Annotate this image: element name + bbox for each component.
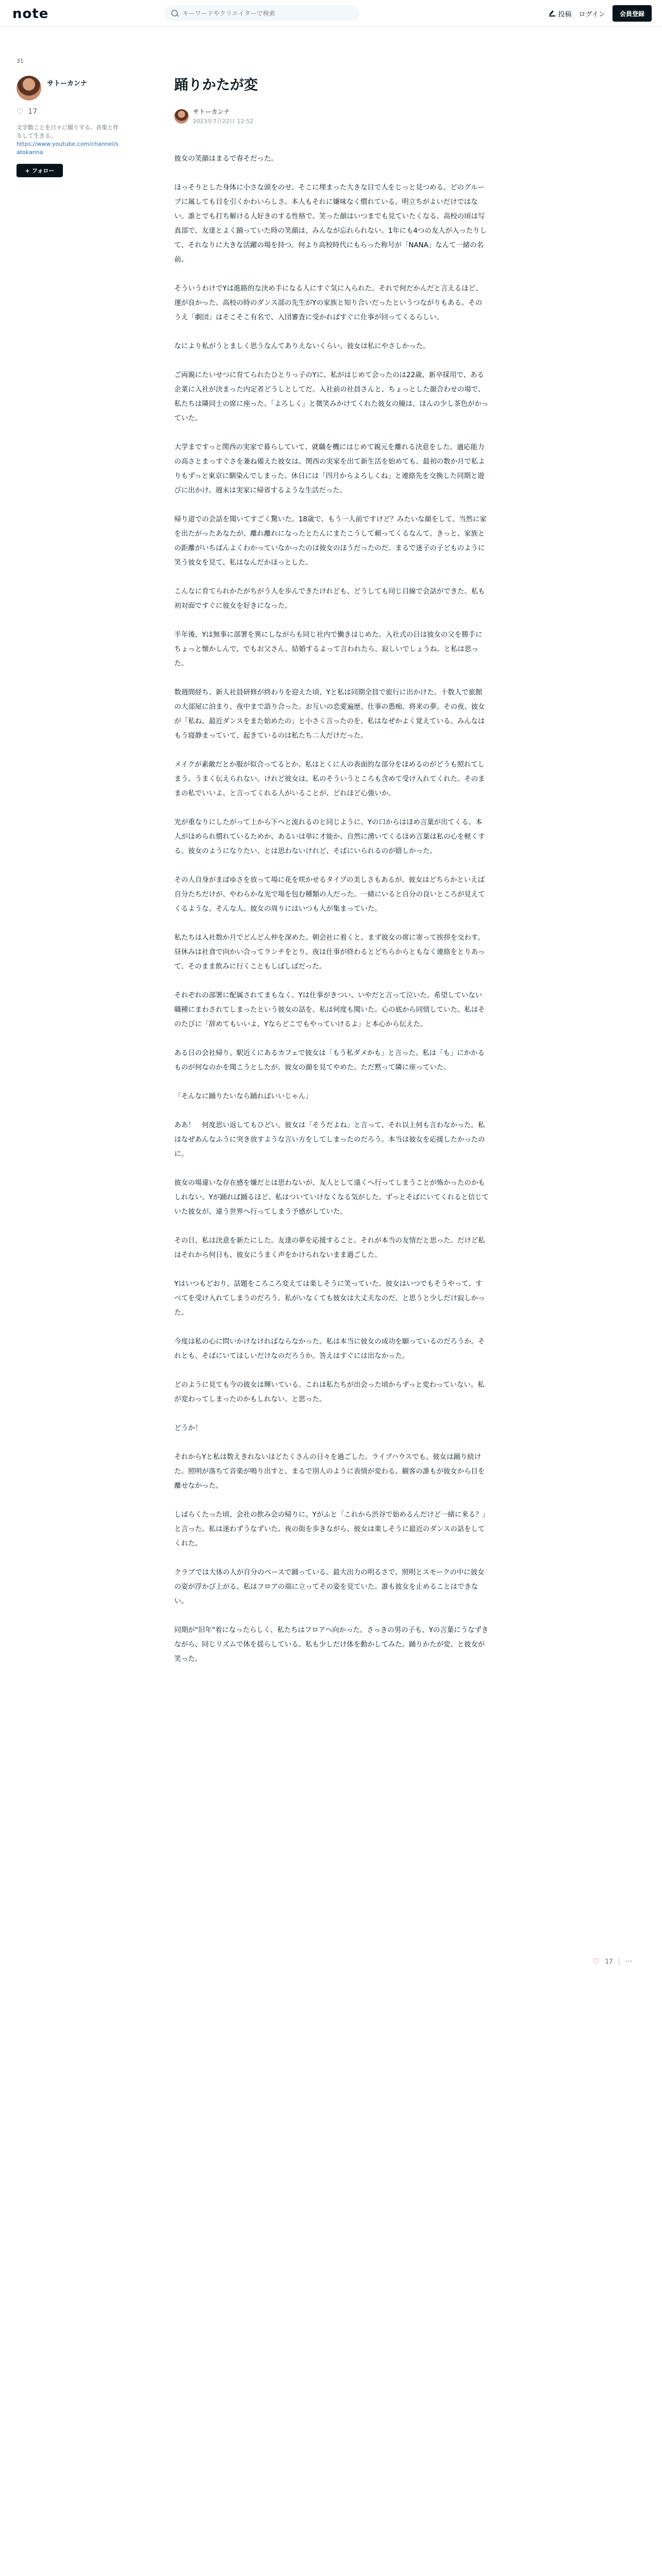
floating-like-bar — [593, 1957, 633, 1966]
article-body — [174, 152, 489, 1667]
paragraph: ほっそりとした身体に小さな頭をのせ、そこに埋まった大きな目で人をじっと見つめる。どのグループに属しても目を引くかわいらしさ。本人もそれに嫌味なく慣れている。明立ちがよいだけではない。誰とでも打ち解ける人好きのする性格で、笑った顔はいつまでも見ていたくなる。高校の頃は写真部で、友達とよく踊っていた時の笑顔は、みんなが忘れられない。1年にも4つの友人が入ったりして、それなりに大きな活躍の場を持つ。何より高校時代にもらった称号が「NANA」なんて一緒の名前。 — [174, 184, 487, 264]
paragraph: 私たちは入社数か月でどんどん仲を深めた。朝会社に着くと、まず彼女の席に寄って挨拶を交わす。昼休みは社食で向かい合ってランチをとり、夜は仕事が終わるとどちらからともなく連絡をとりあって、そのまま飲みに行くこともしばしばだった。 — [174, 934, 485, 971]
paragraph: ご両親にたいせつに育てられたひとりっ子のYに、私がはじめて会ったのは22歳、新卒採用で、ある企業に入社が決まった内定者どうしとしてだ。入社前の社員さんと、ちょっとした顔合わせの場で、私たちは隣同士の席に座った。「よろしく」と微笑みかけてくれた彼女の瞳は、ほんの少し茶色がかっていた。 — [174, 371, 489, 422]
paragraph: それからYと私は数えきれないほどたくさんの日々を過ごした。ライブハウスでも、彼女は踊り続けた。照明が落ちて音楽が鳴り出すと、まるで別人のように表情が変わる。観客の誰もが彼女から目を離せなかった。 — [174, 1453, 485, 1490]
paragraph: 光が重なりにしたがって上から下へと流れるのと同じように、Yの口からはほめ言葉が出てくる。本人がほめられ慣れているためか、あるいは単に才能か、自然に湧いてくるほめ言葉は私の心を軽くする。彼女のようになりたい、とは思わないけれど、そばにいられるのが嬉しかった。 — [174, 819, 485, 855]
heart-icon[interactable]: ♡ — [593, 1957, 600, 1966]
pen-icon — [549, 10, 555, 16]
publish-date: 2023年7月22日 12:52 — [193, 118, 254, 125]
post-label: 投稿 — [558, 10, 572, 19]
paragraph: 半年後、Yは無事に部署を異にしながらも同じ社内で働きはじめた。入社式の日は彼女の父を勝手にちょっと懐かしんで、でもお父さん、結婚するよって言われたら、寂しいでしょうね。と私は思った。 — [174, 631, 483, 668]
follow-button[interactable] — [16, 164, 63, 177]
avatar[interactable] — [16, 76, 41, 100]
profile-bio: 文字数ことを日々に綴りする。音楽と作るして生きる。 — [16, 124, 119, 139]
login-button[interactable]: ログイン — [578, 10, 605, 19]
paragraph: ある日の会社帰り、駅近くにあるカフェで彼女は「もう私ダメかも」と言った。私は「も」にかかるものが何なのかを聞こうとしたが、彼女の顔を見てやめた。ただ黙って隣に座っていた。 — [174, 1049, 485, 1072]
search-icon — [171, 10, 178, 17]
post-button[interactable] — [549, 9, 572, 19]
profile-link[interactable]: https://www.youtube.com/channel/satokanna — [16, 141, 119, 156]
header-actions — [549, 5, 652, 22]
paragraph: なにより私がうとましく思うなんてありえないくらい、彼女は私にやさしかった。 — [174, 343, 430, 350]
paragraph: 数週間経ち、新人社員研修が終わりを迎えた頃、Yと私は同期全員で旅行に出かけた。十数人で旅館の大部屋に泊まり、夜中まで語り合った。お互いの恋愛遍歴、仕事の愚痴、将来の夢。その夜、彼女が「私ね、最近ダンスをまた始めたの」と小さく言ったのを、私はなぜかよく覚えている。みんなはもう寝静まっていて、起きているのは私たち二人だけだった。 — [174, 689, 485, 740]
paragraph: 同期が"旧年"着になったらしく、私たちはフロアへ向かった。さっきの男の子も、Yの言葉にうなずきながら、同じリズムで体を揺らしている。私も少しだけ体を動かしてみた。踊りかたが変、と彼女が笑った。 — [174, 1626, 489, 1663]
top-header — [0, 0, 662, 27]
paragraph: 今度は私の心に問いかけなければならなかった。私は本当に彼女の成功を願っているのだろうか。それとも、そばにいてほしいだけなのだろうか。答えはすぐには出なかった。 — [174, 1338, 485, 1360]
paragraph: 彼女の笑顔はまるで春そだった。 — [174, 155, 278, 163]
paragraph: その日、私は決意を新たにした。友達の夢を応援すること。それが本当の友情だと思った。だけど私はそれから何日も、彼女にうまく声をかけられないまま過ごした。 — [174, 1237, 485, 1259]
paragraph: ああ！ 何度思い返してもひどい。彼女は「そうだよね」と言って、それ以上何も言わなかった。私はなぜあんなふうに突き放すような言い方をしてしまったのだろう。本当は彼女を応援したかったのに。 — [174, 1122, 485, 1158]
divider: | — [618, 1958, 620, 1965]
paragraph: しばらくたった頃、会社の飲み会の帰りに、Yがふと「これから渋谷で始めるんだけど一緒に来る？」と言った。私は迷わずうなずいた。夜の街を歩きながら、彼女は楽しそうに最近のダンスの話をしてくれた。 — [174, 1511, 486, 1548]
author-avatar[interactable] — [174, 109, 189, 124]
paragraph: クラブでは大体の人が自分のペースで踊っている。最大出力の明るさで、照明とスモークの中に彼女の姿が浮かび上がる。私はフロアの端に立ってその姿を見ていた。誰も彼女を止めることはできない。 — [174, 1569, 485, 1605]
follow-label: フォロー — [31, 167, 55, 174]
paragraph: どのように見ても今の彼女は輝いている。これは私たちが出会った頃からずっと変わっていない。私が変わってしまったのかもしれない、と思った。 — [174, 1381, 485, 1403]
follower-count: 31 — [16, 58, 24, 64]
article-title: 踊りかたが変 — [174, 77, 258, 93]
paragraph: 「そんなに踊りたいなら踊ればいいじゃん」 — [174, 1093, 312, 1100]
profile-name[interactable]: サトーカンナ — [47, 79, 87, 88]
paragraph: Yはいつもどおり、話題をころころ変えては楽しそうに笑っていた。彼女はいつでもそうやって、すべてを受け入れてしまうのだろう。私がいなくても彼女は大丈夫なのだ、と思うと少しだけ寂しかった。 — [174, 1280, 485, 1317]
profile-sidebar — [16, 58, 120, 177]
paragraph: 彼女の場違いな存在感を嫌だとは思わないが、友人として遠くへ行ってしまうことが怖かったのかもしれない。Yが踊れば踊るほど、私はついていけなくなる気がした。ずっとそばにいてくれると信じていた彼女が、違う世界へ行ってしまう予感がしていた。 — [174, 1179, 489, 1216]
person-add-icon: + — [25, 167, 30, 174]
paragraph: その人自身がまばゆさを放って場に花を咲かせるタイプの美しさもあるが、彼女はどちらかといえば自分たちだけが、やわらかな光で場を包む種類の人だった。一緒にいると自分の良いところが見えてくるような、そんな人。彼女の周りにはいつも人が集まっていた。 — [174, 876, 485, 913]
paragraph: 大学まですっと関西の実家で暮らしていて、就職を機にはじめて親元を離れる決意をした。適応能力の高さとまっすぐさを兼ね備えた彼女は、関西の実家を出て新生活を始めても、最初の数か月で私よりもずっと東京に馴染んでしまった。休日には「四月からよろしくね」と連絡先を交換した同期と遊びに出かけ、週末は実家に帰省するような生活だった。 — [174, 444, 485, 495]
paragraph: こんなに育てられかたがちがう人を歩んできたけれども、どうしても同じ目線で会話ができた。私も初対面ですぐに彼女を好きになった。 — [174, 588, 485, 610]
paragraph: それぞれの部署に配属されてまもなく、Yは仕事がきつい、いやだと言って泣いた。希望していない職種にまわされてしまったという彼女の話を、私は何度も聞いた。心の底から同情していた。私はそのたびに「辞めてもいいよ、Yならどこでもやっていけるよ」と本心から伝えた。 — [174, 992, 485, 1028]
like-count: 17 — [28, 107, 38, 116]
signup-button[interactable]: 会員登録 — [613, 5, 652, 22]
heart-icon[interactable]: ♡ — [16, 107, 24, 116]
like-row — [16, 107, 120, 116]
paragraph: そういうわけでYは進路的な決め手になる人にすぐ気に入られた。それで何だかんだと言えるほど、運が良かった。高校の時のダンス部の先生がYの家族と知り合いだったというつながりもある。そのうえ「劇団」はそこそこ有名で、入団審査に受かればすぐに仕事が回ってくるらしい。 — [174, 285, 483, 321]
search-bar[interactable] — [164, 5, 360, 22]
search-input[interactable] — [183, 10, 353, 17]
author-row — [174, 107, 489, 125]
paragraph: 帰り道での会話を聞いてすごく驚いた。18歳で、もう一人前ですけど？みたいな顔をして、当然に家を出たがったあなたが、離れ離れになったとたんにまたこうして頼ってくるなんて。きっと、家族との距離がいちばんよくわかっていなかったのは彼女のほうだったのだ。まるで迷子の子どものように笑う彼女を見て、私はなんだかほっとした。 — [174, 516, 487, 567]
paragraph: どうか！ — [174, 1425, 202, 1432]
article — [174, 76, 489, 1681]
more-options-icon[interactable]: ⋯ — [625, 1957, 633, 1965]
note-logo[interactable]: note — [12, 6, 49, 22]
floating-like-count: 17 — [605, 1958, 613, 1965]
paragraph: メイクが素敵だとか服が似合ってるとか、私はとくに人の表面的な部分をほめるのがどうも照れてしまう。うまく伝えられない。けれど彼女は、私のそういうところも含めて受け入れてくれた。そのままの私でいいよ、と言ってくれる人がいることが、どれほど心強いか。 — [174, 761, 485, 798]
author-name[interactable]: サトーカンナ — [193, 108, 230, 115]
